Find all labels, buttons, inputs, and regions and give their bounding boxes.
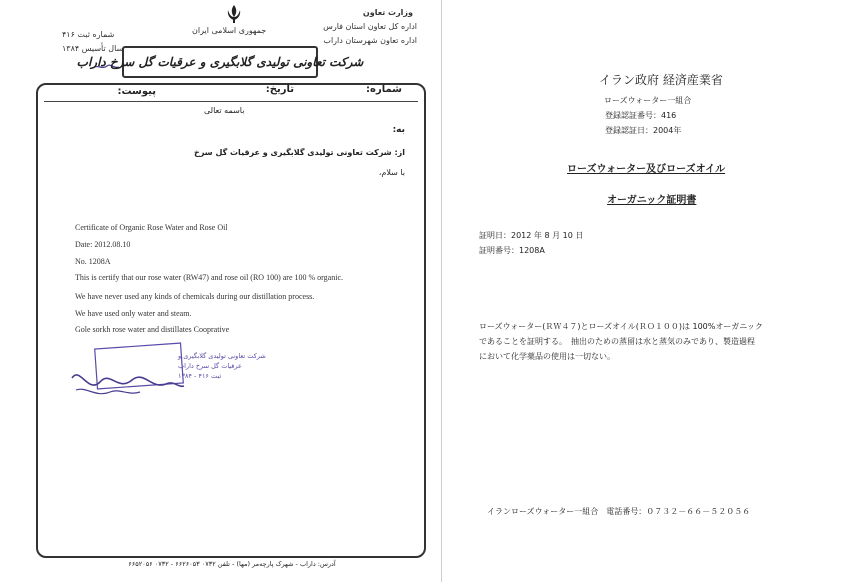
- jp-body-line-2: であることを証明する。 抽出のための蒸留は水と蒸気のみであり、製造過程: [479, 337, 755, 346]
- letterhead-footer-address: آدرس: داراب - شهرک پارچه‌مر (مها) - تلفن ۰۷۳۲ ۶۶۲۶۰۵۳ - ۰۷۳۲ ۶۶۵۲۰۵۶: [128, 560, 336, 568]
- jp-registration-number: 登録認証番号：416: [605, 111, 677, 120]
- jp-registration-date: 登録認証日：2004年: [605, 126, 682, 135]
- header-rule: [44, 101, 418, 102]
- jp-document-title-2: オーガニック証明書: [607, 195, 697, 206]
- jp-document-title-1: ローズウォーター及びローズオイル: [567, 164, 726, 175]
- iran-emblem-icon: [225, 4, 243, 24]
- certificate-signoff: Gole sorkh rose water and distillates Cooprative: [75, 325, 230, 334]
- recipient-line: به:: [392, 125, 405, 135]
- number-label: شماره:: [366, 84, 402, 95]
- date-label: تاریخ:: [265, 84, 294, 95]
- certificate-body-line-3: We have used only water and steam.: [75, 309, 192, 318]
- company-name-stamp: شرکت تعاونی تولیدی گلابگیری و عرقیات گل سرخ داراب: [122, 46, 318, 78]
- certificate-date: Date: 2012.08.10: [75, 240, 131, 249]
- certificate-title: Certificate of Organic Rose Water and Rose Oil: [75, 223, 228, 232]
- certificate-number: No. 1208A: [75, 257, 111, 266]
- svg-text:عرقیات گل سرخ داراب: عرقیات گل سرخ داراب: [178, 362, 242, 370]
- certificate-body-line-2: We have never used any kinds of chemicals during our distillation process.: [75, 292, 315, 301]
- jp-certificate-date: 証明日：2012 年 8 月 10 日: [479, 231, 584, 240]
- ministry-header: وزارت تعاون: [362, 8, 413, 17]
- jp-union-name: ローズウォーター一組合: [604, 96, 692, 105]
- certificate-body-line-1: This is certify that our rose water (RW47) and rose oil (RO 100) are 100 % organic.: [75, 273, 343, 282]
- cooperative-seal-stamp: [66, 342, 266, 404]
- jp-signature-line: イランローズウォーター一組合 電話番号：０７３２－６６－５２０５６: [487, 507, 751, 516]
- invocation: باسمه تعالی: [204, 106, 245, 115]
- svg-text:ثبت ۴۱۶ - ۱۳۸۴: ثبت ۴۱۶ - ۱۳۸۴: [178, 372, 222, 380]
- jp-ministry-heading: イラン政府 経済産業省: [599, 73, 723, 87]
- republic-header: جمهوری اسلامی ایران: [192, 26, 267, 35]
- sender-line: از: شرکت تعاونی تولیدی گلابگیری و عرقیات گل سرخ: [194, 148, 405, 157]
- jp-body-line-3: において化学薬品の使用は一切ない。: [479, 352, 615, 361]
- svg-text:شرکت تعاونی تولیدی گلابگیری و: شرکت تعاونی تولیدی گلابگیری و: [178, 352, 266, 360]
- department-line-1: اداره کل تعاون استان فارس: [323, 22, 417, 31]
- jp-certificate-number: 証明番号：1208A: [479, 246, 545, 255]
- establishment-year: سال تأسیس ۱۳۸۴: [62, 44, 124, 53]
- greeting: با سلام،: [378, 168, 405, 177]
- department-line-2: اداره تعاون شهرستان داراب: [323, 36, 417, 45]
- registration-number: شماره ثبت ۴۱۶: [62, 30, 115, 39]
- jp-body-line-1: ローズウォーター(ＲＷ４７)とローズオイル(ＲＯ１００)は 100%オーガニック: [479, 322, 763, 331]
- japanese-translation-page: [442, 0, 853, 582]
- attachment-label: پیوست:: [117, 86, 156, 97]
